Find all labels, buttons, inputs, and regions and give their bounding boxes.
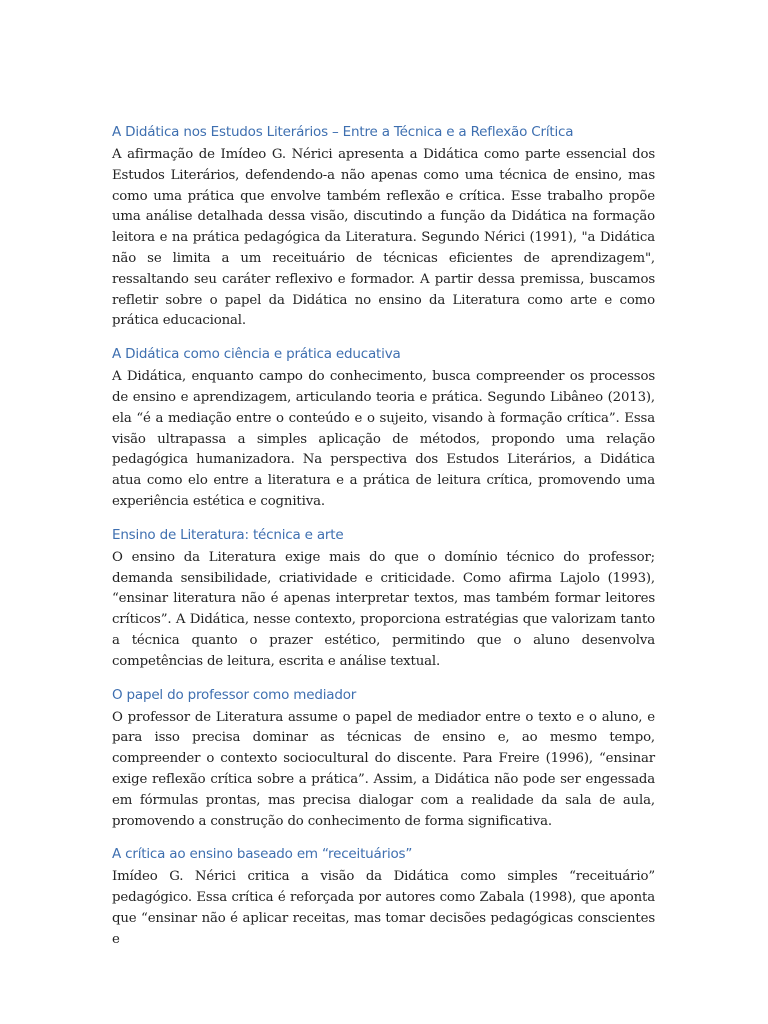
section-didatica-ciencia <box>112 344 655 513</box>
section-intro <box>112 122 655 332</box>
section-ensino-literatura <box>112 525 655 673</box>
section-professor-mediador <box>112 685 655 833</box>
section-heading: A Didática como ciência e prática educativa <box>112 346 401 363</box>
section-heading: Ensino de Literatura: técnica e arte <box>112 526 344 543</box>
section-heading: A Didática nos Estudos Literários – Entre a Técnica e a Reflexão Crítica <box>112 124 574 140</box>
section-paragraph: Imídeo G. Nérici critica a visão da Didática como simples “receituário” pedagógico. Essa crítica é reforçada por autores como Zabala (1998), que aponta que “ensinar não é aplicar receitas, mas tomar decisões pedagógicas conscientes e <box>112 869 655 947</box>
section-heading: A crítica ao ensino baseado em “receituários” <box>112 846 413 863</box>
section-paragraph: O professor de Literatura assume o papel de mediador entre o texto e o aluno, e para isso precisa dominar as técnicas de ensino e, ao mesmo tempo, compreender o contexto sociocultural do discente. Para Freire (1996), “ensinar exige reflexão crítica sobre a prática”. Assim, a Didática não pode ser engessada em fórmulas prontas, mas precisa dialogar com a realidade da sala de aula, promovendo a construção do conhecimento de forma significativa. <box>112 709 655 829</box>
section-paragraph: A Didática, enquanto campo do conhecimento, busca compreender os processos de ensino e aprendizagem, articulando teoria e prática. Segundo Libâneo (2013), ela “é a mediação entre o conteúdo e o sujeito, visando à formação crítica”. Essa visão ultrapassa a simples aplicação de métodos, propondo uma relação pedagógica humanizadora. Na perspectiva dos Estudos Literários, a Didática atua como elo entre a literatura e a prática de leitura crítica, promovendo uma experiência estética e cognitiva. <box>112 369 655 509</box>
section-heading: O papel do professor como mediador <box>112 686 357 703</box>
section-critica-receituarios <box>112 844 655 950</box>
section-paragraph: O ensino da Literatura exige mais do que o domínio técnico do professor; demanda sensibilidade, criatividade e criticidade. Como afirma Lajolo (1993), “ensinar literatura não é apenas interpretar textos, mas também formar leitores críticos”. A Didática, nesse contexto, proporciona estratégias que valorizam tanto a técnica quanto o prazer estético, permitindo que o aluno desenvolva competências de leitura, escrita e análise textual. <box>112 549 655 669</box>
section-paragraph: A afirmação de Imídeo G. Nérici apresenta a Didática como parte essencial dos Estudos Literários, defendendo-a não apenas como uma técnica de ensino, mas como uma prática que envolve também reflexão e crítica. Esse trabalho propõe uma análise detalhada dessa visão, discutindo a função da Didática na formação leitora e na prática pedagógica da Literatura. Segundo Nérici (1991), "a Didática não se limita a um receituário de técnicas eficientes de aprendizagem", ressaltando seu caráter reflexivo e formador. A partir dessa premissa, buscamos refletir sobre o papel da Didática no ensino da Literatura como arte e como prática educacional. <box>112 147 655 329</box>
document-page <box>112 122 655 951</box>
